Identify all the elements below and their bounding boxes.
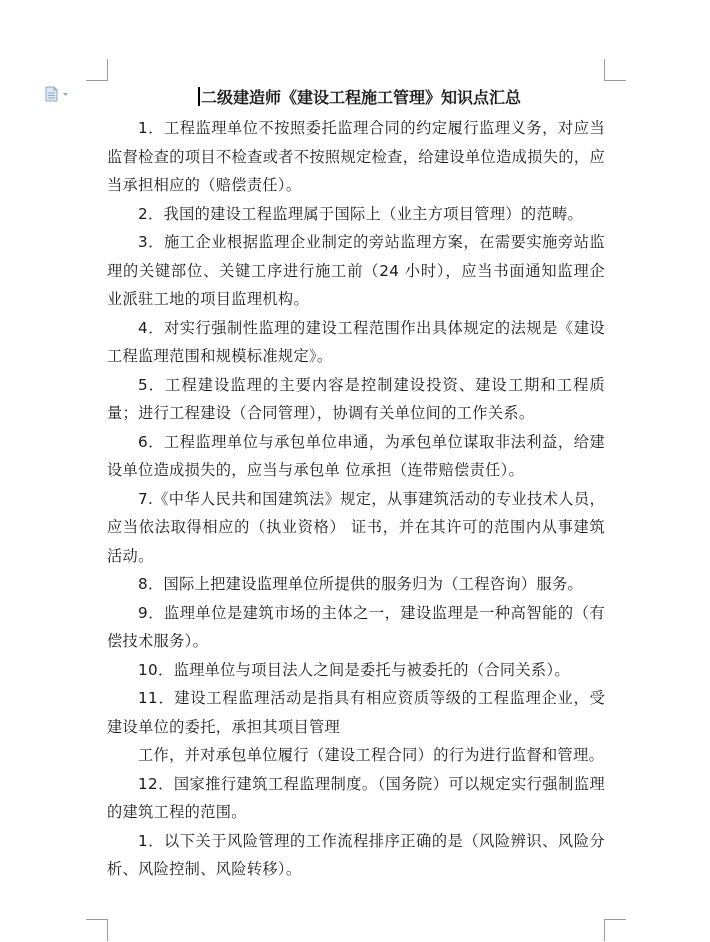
crop-mark-bottom-left-v (107, 919, 108, 941)
paragraph: 3．施工企业根据监理企业制定的旁站监理方案，在需要实施旁站监理的关键部位、关键工序进行施工前（24 小时），应当书面通知监理企业派驻工地的项目监理机构。 (107, 233, 605, 308)
crop-mark-top-left-h (86, 80, 108, 81)
paragraph: 10．监理单位与项目法人之间是委托与被委托的（合同关系）。 (138, 660, 570, 679)
paragraph: 1．工程监理单位不按照委托监理合同的约定履行监理义务，对应当监督检查的项目不检查或者不按照规定检查，给建设单位造成损失的，应当承担相应的（赔偿责任）。 (107, 119, 605, 194)
page-title (198, 85, 548, 111)
title-text: 二级建造师《建设工程施工管理》知识点汇总 (201, 88, 522, 107)
document-body (107, 114, 605, 884)
paragraph: 6．工程监理单位与承包单位串通，为承包单位谋取非法利益，给建设单位造成损失的，应当与承包单 位承担（连带赔偿责任）。 (107, 432, 605, 479)
crop-mark-top-left-v (107, 59, 108, 81)
paragraph: 4．对实行强制性监理的建设工程范围作出具体规定的法规是《建设工程监理范围和规模标准规定》。 (107, 318, 605, 365)
chevron-down-icon (63, 93, 68, 96)
crop-mark-top-right-h (604, 80, 626, 81)
crop-mark-bottom-left-h (86, 919, 108, 920)
paragraph: 工作，并对承包单位履行（建设工程合同）的行为进行监督和管理。 (138, 746, 605, 764)
paragraph: 5．工程建设监理的主要内容是控制建设投资、建设工期和工程质量；进行工程建设（合同管理），协调有关单位间的工作关系。 (107, 375, 605, 422)
paragraph: 7.《中华人民共和国建筑法》规定，从事建筑活动的专业技术人员，应当依法取得相应的（执业资格） 证书，并在其许可的范围内从事建筑活动。 (107, 489, 605, 565)
crop-mark-bottom-right-h (604, 919, 626, 920)
document-icon[interactable] (44, 86, 72, 102)
paragraph: 2．我国的建设工程监理属于国际上（业主方项目管理）的范畴。 (138, 204, 584, 223)
crop-mark-bottom-right-v (604, 919, 605, 941)
paragraph: 11．建设工程监理活动是指具有相应资质等级的工程监理企业，受建设单位的委托，承担其项目管理 (107, 689, 605, 736)
paragraph: 12．国家推行建筑工程监理制度。（国务院）可以规定实行强制监理的建筑工程的范围。 (107, 774, 605, 821)
crop-mark-top-right-v (604, 59, 605, 81)
paragraph: 8．国际上把建设监理单位所提供的服务归为（工程咨询）服务。 (138, 575, 584, 593)
text-cursor (198, 87, 200, 106)
paragraph: 1．以下关于风险管理的工作流程排序正确的是（风险辨识、风险分析、风险控制、风险转移）。 (107, 831, 605, 878)
paragraph: 9．监理单位是建筑市场的主体之一，建设监理是一种高智能的（有偿技术服务）。 (107, 603, 605, 650)
